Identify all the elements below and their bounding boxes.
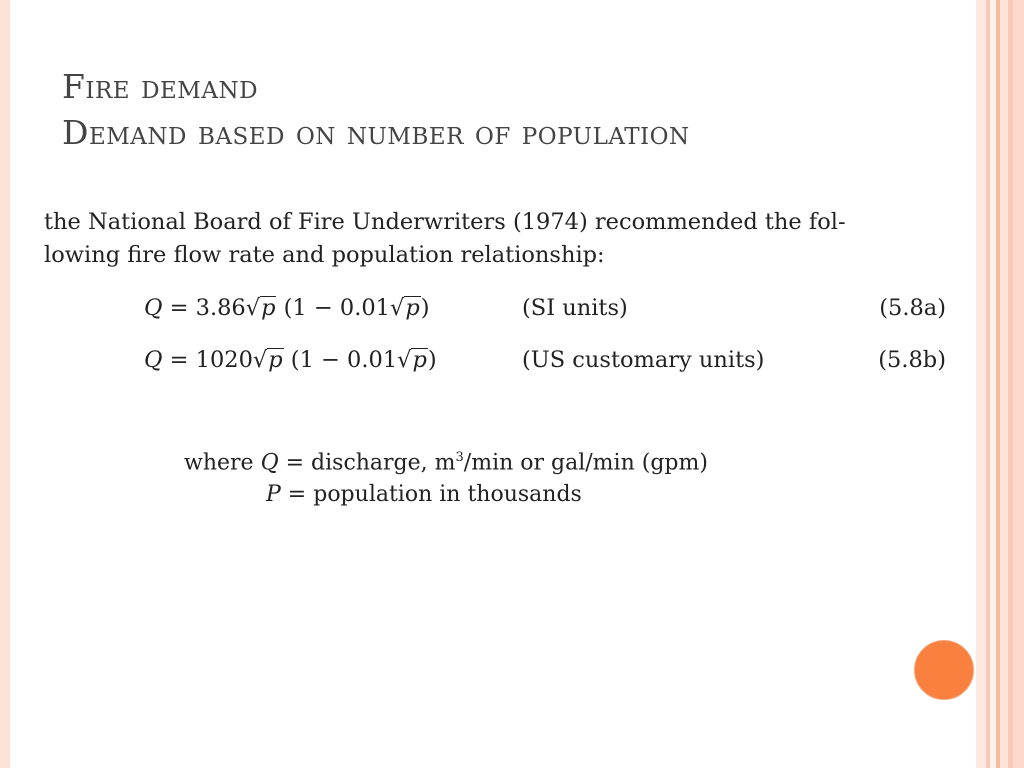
definition-p-text: = population in thousands <box>280 482 582 508</box>
equation-coefficient: 3.86 <box>195 295 246 321</box>
radicand: p <box>261 295 276 321</box>
where-word: where <box>184 450 261 476</box>
equation-5-8b <box>44 334 954 386</box>
definition-p <box>184 479 708 511</box>
sqrt-symbol: √p <box>397 347 427 373</box>
equation-variable-q: Q <box>144 295 163 321</box>
closing-paren: ) <box>420 295 430 321</box>
intro-line-1: the National Board of Fire Underwriters (1974) recommended the fol- <box>44 209 846 235</box>
equation-expression <box>144 282 430 334</box>
radicand: p <box>412 347 427 373</box>
variable-q: Q <box>260 450 279 476</box>
equation-5-8a <box>44 282 954 334</box>
left-border-decoration <box>0 0 10 768</box>
closing-paren: ) <box>427 347 437 373</box>
intro-line-2: lowing fire flow rate and population relationship: <box>44 242 605 268</box>
equation-term: (1 − 0.01 <box>283 347 398 373</box>
equation-coefficient: 1020 <box>195 347 253 373</box>
radicand: p <box>405 295 420 321</box>
equation-term: (1 − 0.01 <box>276 295 390 321</box>
equals-sign: = <box>162 347 196 373</box>
sqrt-symbol: √p <box>245 295 276 321</box>
definition-q-text: = discharge, m <box>278 450 456 476</box>
superscript-3: 3 <box>455 450 464 465</box>
variable-definitions <box>184 442 708 511</box>
equation-variable-q: Q <box>144 347 163 373</box>
title-line-1: Fire demand <box>62 67 259 106</box>
slide-title <box>62 64 690 156</box>
sqrt-symbol: √p <box>389 295 420 321</box>
variable-p: P <box>266 482 281 508</box>
radicand: p <box>268 347 283 373</box>
equals-sign: = <box>162 295 196 321</box>
equation-units: (US customary units) <box>522 347 765 373</box>
equation-number: (5.8b) <box>878 347 946 373</box>
right-stripe-decoration <box>976 0 1024 768</box>
definition-q-units: /min or gal/min (gpm) <box>463 450 708 476</box>
orange-circle-decoration <box>914 640 974 700</box>
definition-q <box>184 442 708 479</box>
title-line-2: Demand based on number of population <box>62 113 690 152</box>
equation-number: (5.8a) <box>879 295 946 321</box>
intro-paragraph <box>44 206 954 272</box>
equation-expression <box>144 334 437 386</box>
sqrt-symbol: √p <box>252 347 283 373</box>
equation-units: (SI units) <box>522 295 628 321</box>
slide-content <box>44 206 954 508</box>
